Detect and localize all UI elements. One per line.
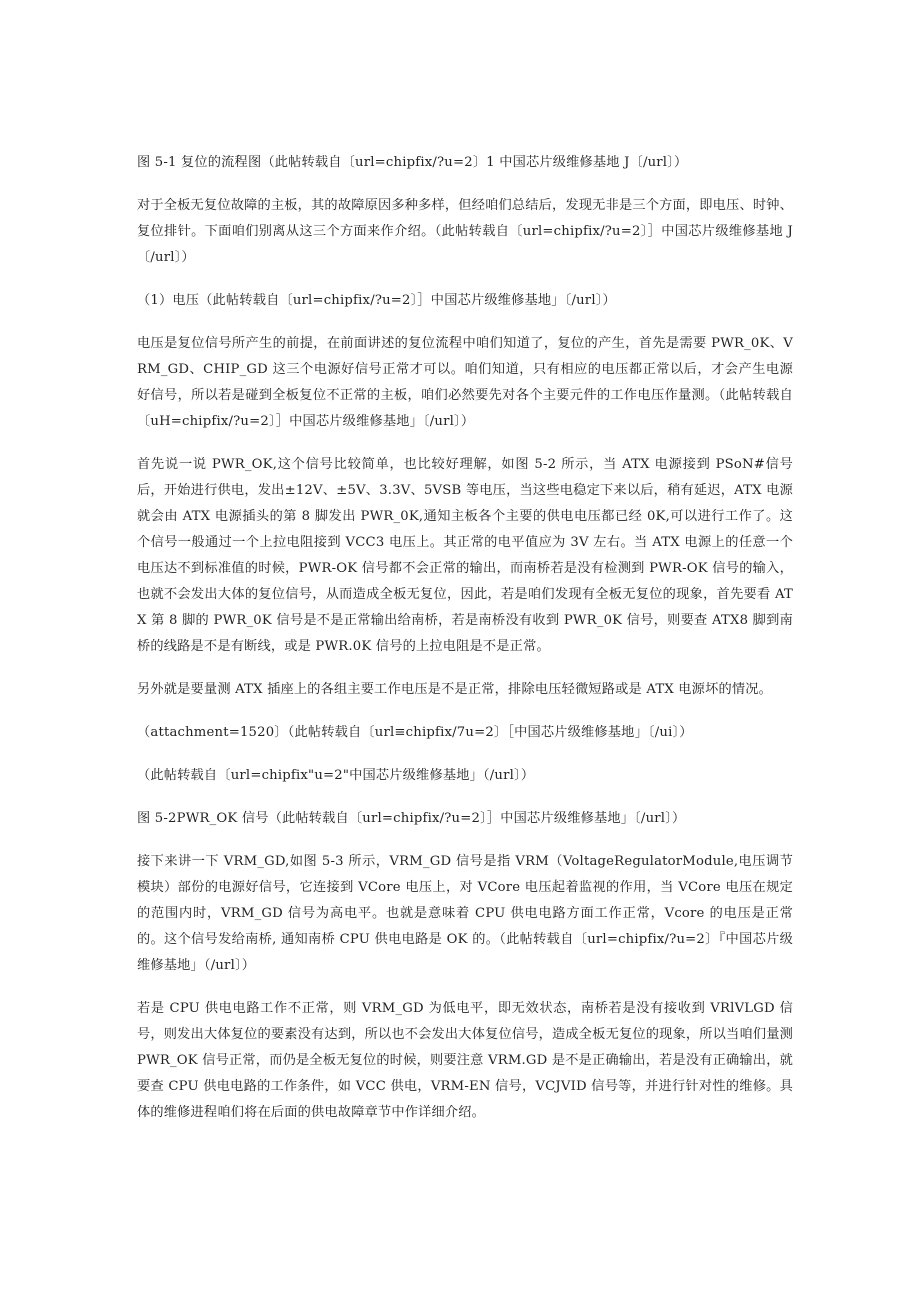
figure-caption-5-2: 图 5-2PWR_OK 信号（此帖转载自〔url=chipfix/?u=2〕］中国芯片级维修基地」〔/url〕） (137, 811, 686, 826)
paragraph-cpu-supply: 若是 CPU 供电电路工作不正常，则 VRM_GD 为低电平，即无效状态，南桥若是没有接收到 VRlVLGD 信号，则发出大体复位的要素没有达到，所以也不会发出大体复位信号，造成全板无复位的现象，所以当咱们量测 PWR_OK 信号正常，而仍是全板无复位的时候，则要注意 VRM.GD 是不是正确输出，若是没有正确输出，就要查 CPU 供电电路的工作条件，如 VCC 供电，VRM-EN 信号，VCJVID 信号等，并进行针对性的维修。具体的维修进程咱们将在后面的供电故障章节中作详细介绍。 (137, 1001, 793, 1120)
paragraph-voltage: 电压是复位信号所产生的前提，在前面讲述的复位流程中咱们知道了，复位的产生，首先是需要 PWR_0K、VRM_GD、CHIP_GD 这三个电源好信号正常才可以。咱们知道，只有相应的电压都正常以后，才会产生电源好信号，所以若是碰到全板复位不正常的主板，咱们必然要先对各个主要元件的工作电压作量测。（此帖转载自〔uH=chipfix/?u=2〕］中国芯片级维修基地」〔/url〕） (137, 336, 793, 429)
repost-line: （此帖转载自〔url=chipfix"u=2"中国芯片级维修基地」（/url〕） (137, 768, 535, 783)
paragraph-vrm-gd: 接下来讲一下 VRM_GD,如图 5-3 所示，VRM_GD 信号是指 VRM（VoltageRegulatorModule,电压调节模块）部份的电源好信号，它连接到 VCore 电压上，对 VCore 电压起着监视的作用，当 VCore 电压在规定的范围内时，VRM_GD 信号为高电平。也就是意味着 CPU 供电电路方面工作正常，Vcore 的电压是正常的。这个信号发给南桥, 通知南桥 CPU 供电电路是 OK 的。（此帖转载自〔url=chipfix/?u=2〕『中国芯片级维修基地」（/url〕） (137, 854, 793, 973)
paragraph-atx-measure: 另外就是要量测 ATX 插座上的各组主要工作电压是不是正常，排除电压轻微短路或是 ATX 电源坏的情况。 (137, 682, 773, 697)
attachment-line: （attachment=1520〕（此帖转载自〔url≡chipfix∕7u=2〕［中国芯片级维修基地」〔/ui〕） (137, 725, 693, 740)
paragraph-pwr-ok: 首先说一说 PWR_OK,这个信号比较简单，也比较好理解，如图 5-2 所示，当 ATX 电源接到 PSoN#信号后，开始进行供电，发出±12V、±5V、3.3V、5VSB 等电压，当这些电稳定下来以后，稍有延迟，ATX 电源就会由 ATX 电源插头的第 8 脚发出 PWR_0K,通知主板各个主要的供电电压都已经 0K,可以进行工作了。这个信号一般通过一个上拉电阻接到 VCC3 电压上。其正常的电平值应为 3V 左右。当 ATX 电源上的任意一个电压达不到标准值的时候，PWR-OK 信号都不会正常的输出，而南桥若是没有检测到 PWR-OK 信号的输入，也就不会发出大体的复位信号，从而造成全板无复位，因此，若是咱们发现有全板无复位的现象，首先要看 ATX 第 8 脚的 PWR_0K 信号是不是正常输出给南桥，若是南桥没有收到 PWR_0K 信号，则要查 ATX8 脚到南桥的线路是不是有断线，或是 PWR.0K 信号的上拉电阻是不是正常。 (137, 457, 793, 654)
paragraph-intro: 对于全板无复位故障的主板，其的故障原因多种多样，但经咱们总结后，发现无非是三个方面，即电压、时钟、复位排针。下面咱们别离从这三个方面来作介绍。（此帖转载自〔url=chipfix/?u=2〕］中国芯片级维修基地 J〔/url〕） (137, 198, 793, 265)
section-heading-voltage: （1）电压（此帖转载自〔url=chipfix/?u=2〕］中国芯片级维修基地」〔/url〕） (137, 293, 616, 308)
document-body (137, 150, 793, 1143)
figure-caption-5-1: 图 5-1 复位的流程图（此帖转载自〔url=chipfix/?u=2〕1 中国芯片级维修基地 J〔/url〕） (137, 155, 688, 170)
